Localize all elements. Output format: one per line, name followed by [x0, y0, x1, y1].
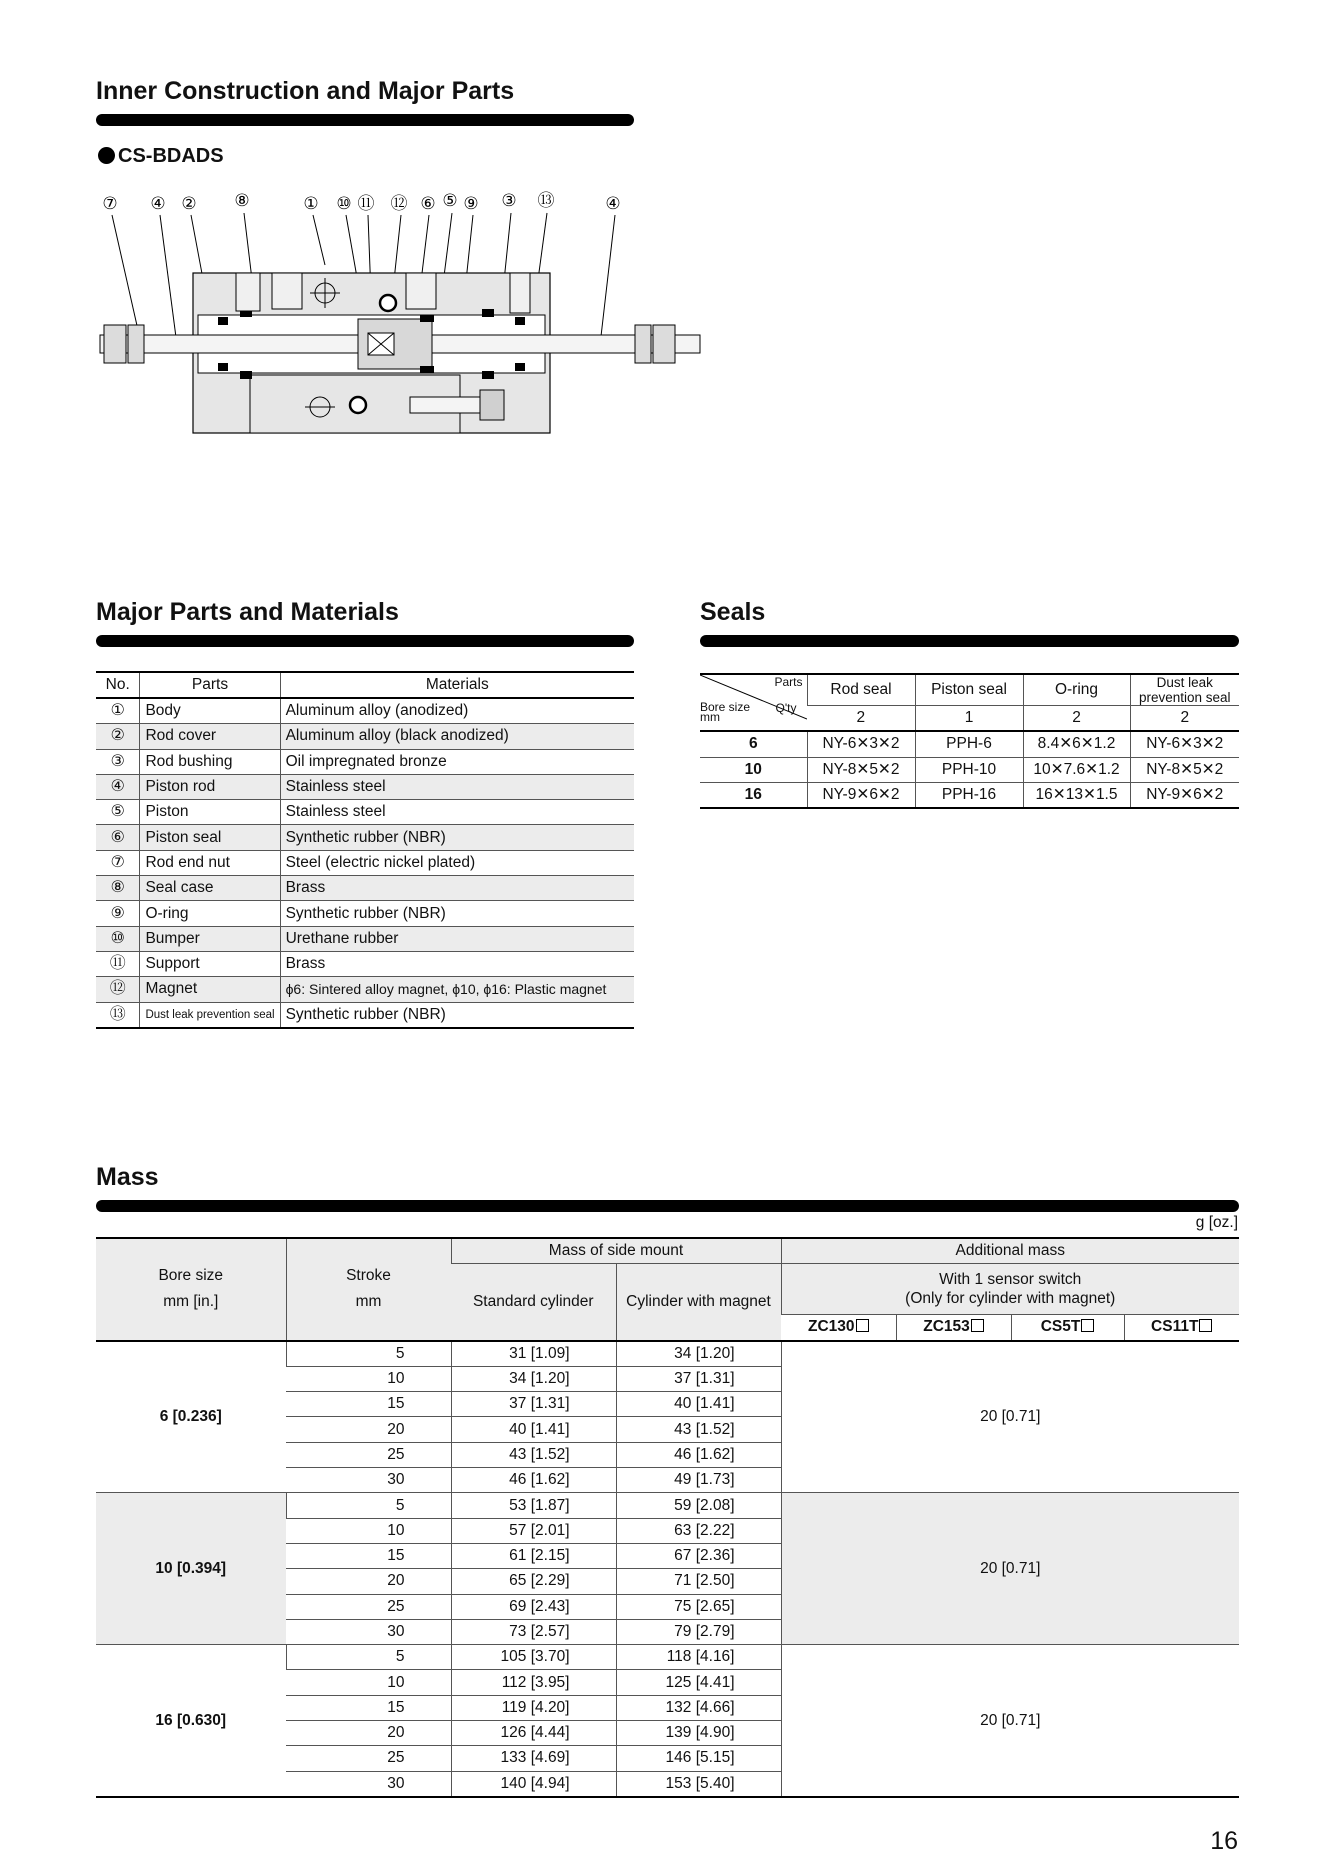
section-title-mass: Mass [96, 1163, 159, 1191]
callout-13: ⑬ [537, 191, 555, 211]
table-row: 10 57 [2.01] 63 [2.22] [96, 1518, 1239, 1543]
col-header-rod-seal: Rod seal [807, 674, 915, 706]
table-row: 20 40 [1.41] 43 [1.52] [96, 1417, 1239, 1442]
table-row: 30 140 [4.94] 153 [5.40] [96, 1771, 1239, 1797]
table-row: 25 69 [2.43] 75 [2.65] [96, 1594, 1239, 1619]
page-number: 16 [1210, 1827, 1238, 1855]
section-rule [96, 635, 634, 647]
bullet-icon [98, 147, 115, 164]
section-rule [96, 114, 634, 126]
section-title-inner-construction: Inner Construction and Major Parts [96, 77, 515, 105]
table-row: 15 37 [1.31] 40 [1.41] [96, 1392, 1239, 1417]
table-row: ② Rod cover Aluminum alloy (black anodized) [96, 724, 634, 749]
table-row: ① Body Aluminum alloy (anodized) [96, 698, 634, 724]
callout-6: ⑥ [420, 194, 436, 214]
table-row: 20 126 [4.44] 139 [4.90] [96, 1721, 1239, 1746]
table-row: 16 [0.630] 5 105 [3.70] 118 [4.16] 20 [0.71] [96, 1645, 1239, 1670]
table-row: ⑨ O-ring Synthetic rubber (NBR) [96, 901, 634, 926]
placeholder-box-icon [856, 1319, 869, 1332]
callout-7: ⑦ [102, 194, 118, 214]
table-row: 15 119 [4.20] 132 [4.66] [96, 1695, 1239, 1720]
table-row: 25 133 [4.69] 146 [5.15] [96, 1746, 1239, 1771]
col-header-piston-seal: Piston seal [915, 674, 1023, 706]
table-row: 16 NY-9✕6✕2 PPH-16 16✕13✕1.5 NY-9✕6✕2 [700, 782, 1239, 808]
model-subtitle [98, 145, 224, 168]
table-row: ⑥ Piston seal Synthetic rubber (NBR) [96, 825, 634, 850]
corner-cell [700, 674, 807, 731]
col-header-parts: Parts [140, 672, 280, 698]
qty-row: 2 1 2 2 [700, 706, 1239, 732]
corner-mm: mm [700, 710, 720, 724]
table-row: ③ Rod bushing Oil impregnated bronze [96, 749, 634, 774]
col-header-o-ring: O-ring [1023, 674, 1130, 706]
callout-8: ⑧ [234, 191, 250, 211]
table-row: ⑤ Piston Stainless steel [96, 800, 634, 825]
table-header-row [700, 674, 1239, 706]
table-row: ⑫ Magnet ϕ6: Sintered alloy magnet, ϕ10, ϕ16: Plastic magnet [96, 977, 634, 1002]
corner-qty: Q'ty [775, 701, 797, 715]
placeholder-box-icon [1081, 1319, 1094, 1332]
table-header-row [96, 672, 634, 698]
table-row: ④ Piston rod Stainless steel [96, 774, 634, 799]
table-row: ⑦ Rod end nut Steel (electric nickel plated) [96, 850, 634, 875]
table-row: 10 [0.394] 5 53 [1.87] 59 [2.08] 20 [0.71] [96, 1493, 1239, 1518]
callout-12: ⑫ [390, 194, 408, 214]
col-header-dust-seal: Dust leak prevention seal [1130, 674, 1239, 706]
model-name: CS-BDADS [118, 145, 224, 167]
callout-1: ① [303, 194, 319, 214]
corner-bore: Bore size [700, 700, 751, 714]
col-header-materials: Materials [280, 672, 634, 698]
table-row: 20 65 [2.29] 71 [2.50] [96, 1569, 1239, 1594]
callout-4a: ④ [150, 194, 166, 214]
table-row: 10 NY-8✕5✕2 PPH-10 10✕7.6✕1.2 NY-8✕5✕2 [700, 757, 1239, 782]
table-row: 10 34 [1.20] 37 [1.31] [96, 1366, 1239, 1391]
callout-10: ⑩ [336, 194, 352, 214]
section-rule [700, 635, 1239, 647]
table-row: 10 112 [3.95] 125 [4.41] [96, 1670, 1239, 1695]
parts-materials-table [96, 671, 634, 1029]
construction-diagram [90, 185, 710, 445]
placeholder-box-icon [1199, 1319, 1212, 1332]
callout-5: ⑤ [442, 191, 458, 211]
table-row: 25 43 [1.52] 46 [1.62] [96, 1442, 1239, 1467]
section-title-parts: Major Parts and Materials [96, 598, 399, 626]
corner-parts: Parts [774, 675, 803, 689]
table-row: ⑧ Seal case Brass [96, 876, 634, 901]
table-row: 6 [0.236] 5 31 [1.09] 34 [1.20] 20 [0.71] [96, 1341, 1239, 1367]
callout-4b: ④ [605, 194, 621, 214]
placeholder-box-icon [971, 1319, 984, 1332]
unit-label: g [oz.] [1195, 1214, 1238, 1231]
seals-table [700, 673, 1239, 809]
col-header-no: No. [96, 672, 140, 698]
callout-9: ⑨ [463, 194, 479, 214]
table-row: 30 73 [2.57] 79 [2.79] [96, 1619, 1239, 1644]
table-row: 15 61 [2.15] 67 [2.36] [96, 1543, 1239, 1568]
table-row: 30 46 [1.62] 49 [1.73] [96, 1468, 1239, 1493]
callout-3: ③ [501, 191, 517, 211]
callout-2: ② [181, 194, 197, 214]
mass-table: Bore size mm [in.] Stroke mm Mass of side mount Additional mass Standard cylinder Cylinder with magnet With 1 sensor switch (Only for cylinder with magnet) ZC130 ZC153 CS5T CS11T 6 [0.236] 5 31 [1.09] 34 [1.20] 20 [0.71] 10 34 [1.20] 37 [1.31] 15 37 [1.31] 40 [1.41] 20 40 [1.41] 43 [1.52] 25 43 [1.52] 46 [1.62] 30 46 [1.62] 49 [1.73] 10 [0.394] 5 53 [1.87] 59 [2.08] 20 [0.71] 10 57 [2.01] 63 [2.22] 15 61 [2.15] 67 [2.36] 20 65 [2.29] 71 [2.50] 25 69 [2.43] 75 [2.65] 30 73 [2.57] 79 [2.79] 16 [0.630] 5 105 [3.70] 118 [4.16] 20 [0.71] 10 112 [3.95] 125 [4.41] 15 119 [4.20] 132 [4.66] 20 126 [4.44] 139 [4.90] 25 133 [4.69] 146 [5.15] 30 140 [4.94] 153 [5.40] [96, 1237, 1239, 1798]
table-row: ⑬ Dust leak prevention seal Synthetic rubber (NBR) [96, 1002, 634, 1028]
table-row: ⑩ Bumper Urethane rubber [96, 926, 634, 951]
callout-11: ⑪ [357, 194, 375, 214]
section-title-seals: Seals [700, 598, 766, 626]
table-row: 6 NY-6✕3✕2 PPH-6 8.4✕6✕1.2 NY-6✕3✕2 [700, 731, 1239, 757]
section-rule [96, 1200, 1239, 1212]
table-row: ⑪ Support Brass [96, 951, 634, 976]
